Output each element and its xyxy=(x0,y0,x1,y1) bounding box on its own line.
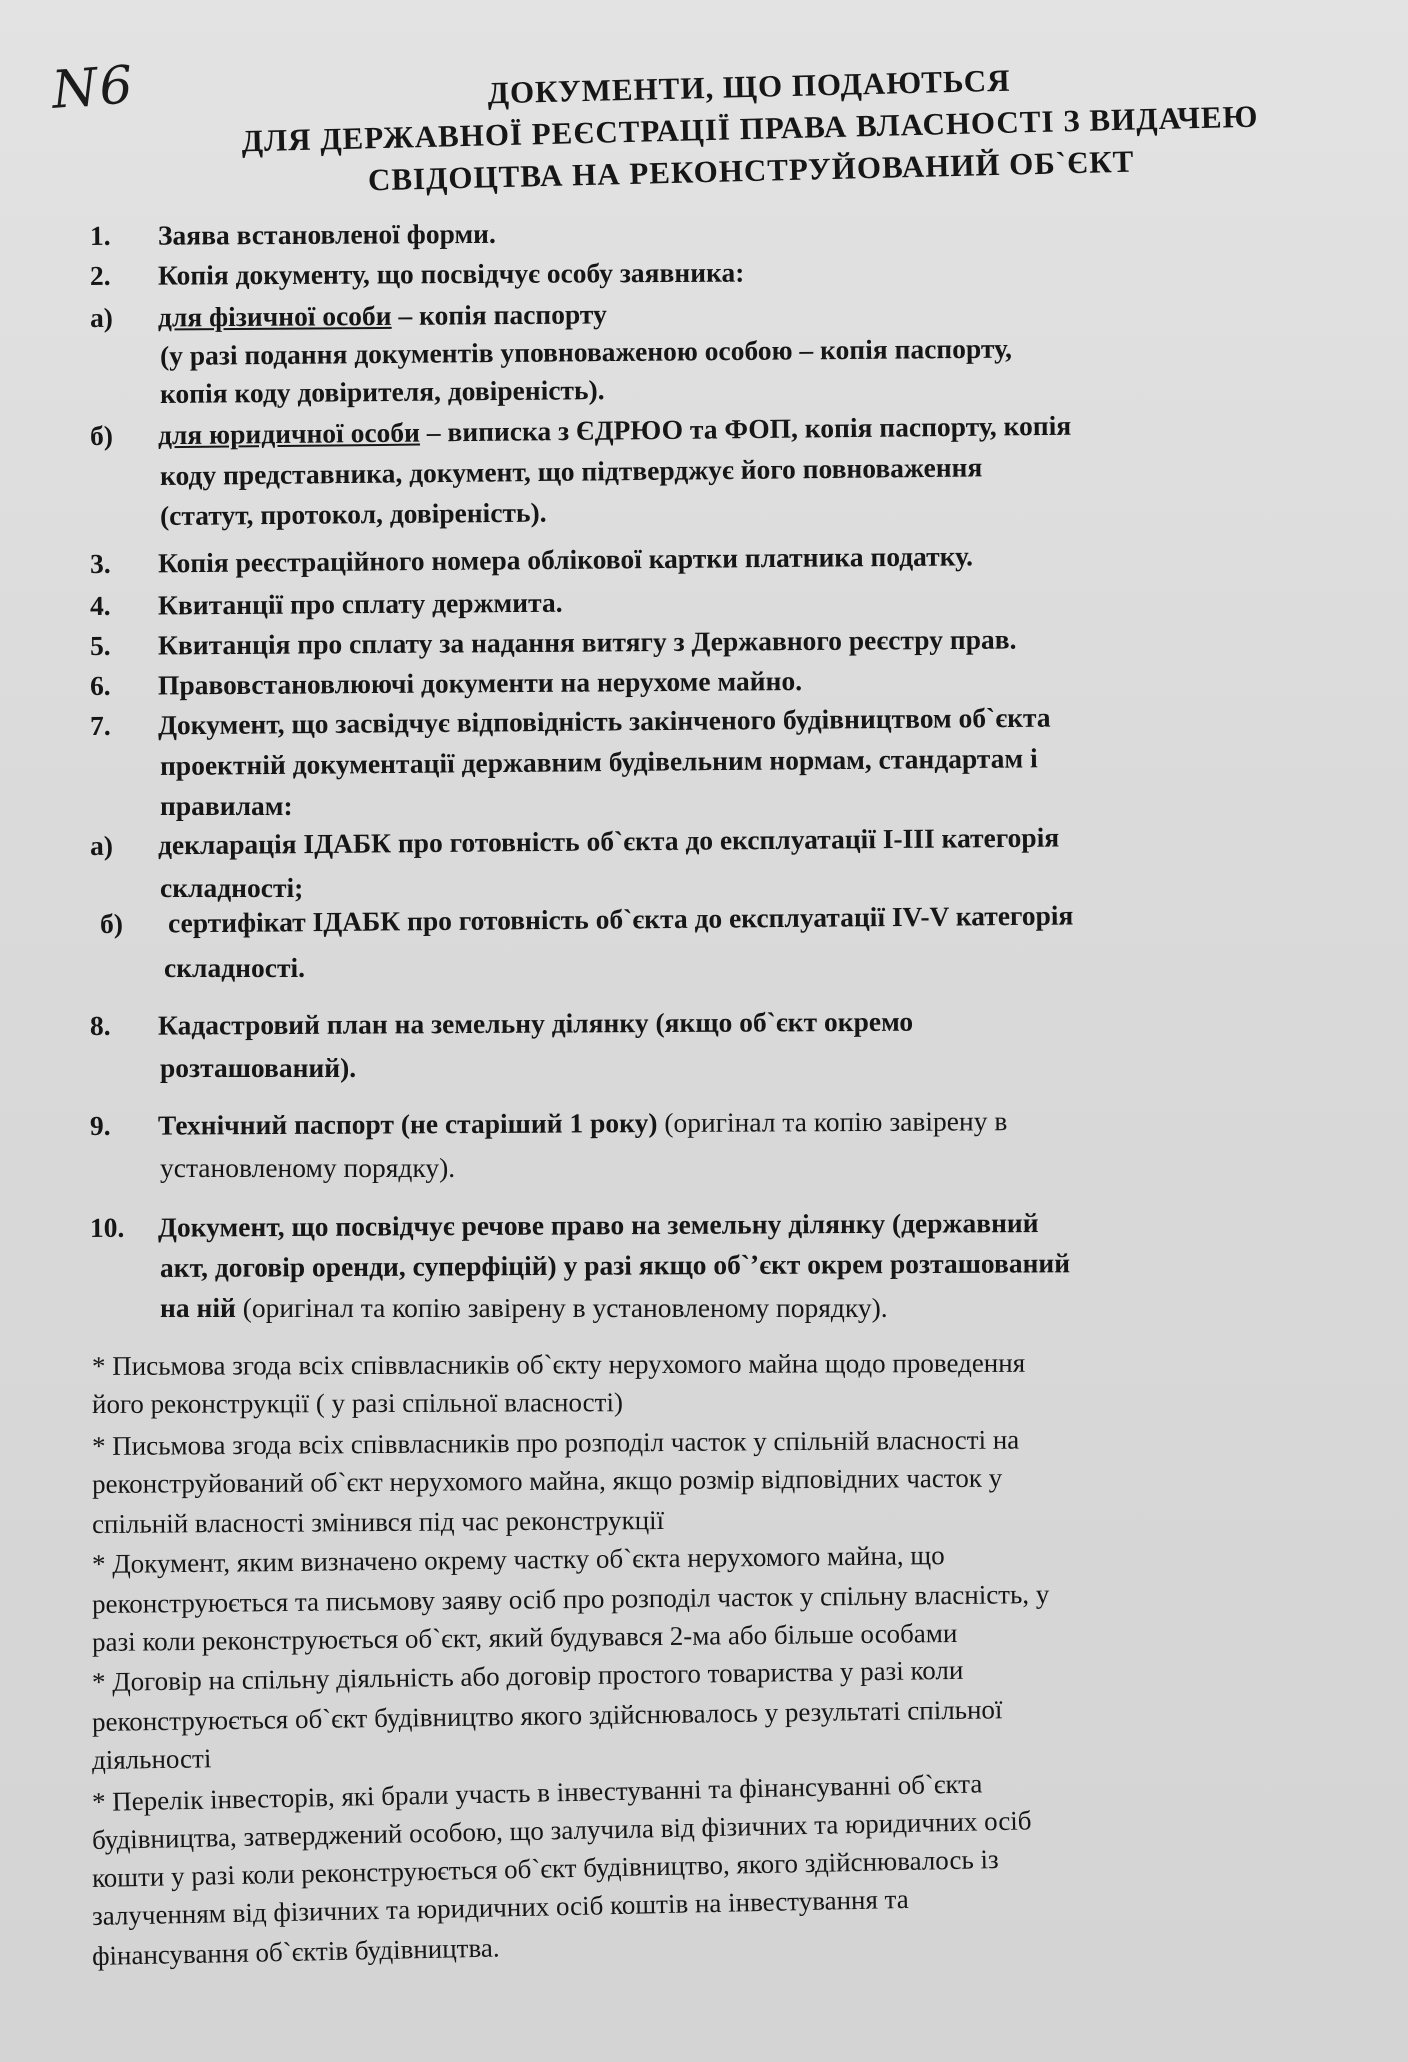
item-number: б) xyxy=(99,907,124,939)
item-bold-text: Технічний паспорт (не старіший 1 року) xyxy=(157,1107,658,1141)
note-4-line-1: * Договір на спільну діяльність або договір простого товариства у разі коли xyxy=(91,1654,964,1697)
list-item-3 xyxy=(90,538,973,582)
note-3-line-2: реконструюється та письмову заяву осіб про розподіл часток у спільну власність, у xyxy=(91,1578,1050,1619)
item-text: (оригінал та копію завірену в установленому порядку). xyxy=(235,1292,888,1323)
list-item-2b-line-2: коду представника, документ, що підтверджує його повноваження xyxy=(159,451,983,491)
note-5-line-1: * Перелік інвесторів, які брали участь в інвестуванні та фінансуванні об`єкта xyxy=(91,1768,983,1817)
note-3-line-1: * Документ, яким визначено окрему частку об`єкта нерухомого майна, що xyxy=(91,1540,945,1579)
item-text: Квитанція про сплату за надання витягу з Державного реєстру прав. xyxy=(157,623,1017,661)
item-text: сертифікат ІДАБК про готовність об`єкта до експлуатації IV-V категорія xyxy=(167,899,1074,939)
note-5-line-3: кошти у разі коли реконструюється об`єкт будівництво, якого здійснювалось із xyxy=(91,1844,999,1893)
item-number: 4. xyxy=(89,589,111,621)
item-number: 5. xyxy=(89,629,111,661)
list-item-8-line-2: розташований). xyxy=(160,1052,357,1083)
item-text: Документ, що посвідчує речове право на земельну ділянку (державний xyxy=(157,1207,1039,1243)
item-number: 1. xyxy=(89,219,111,251)
note-2-line-3: спільній власності змінився під час реконструкції xyxy=(91,1505,665,1539)
note-5-line-5: фінансування об`єктів будівництва. xyxy=(91,1932,500,1971)
item-text: Копія реєстраційного номера облікової картки платника податку. xyxy=(157,540,974,579)
item-number: 8. xyxy=(89,1009,111,1041)
list-item-9-line-2: установленому порядку). xyxy=(160,1152,456,1183)
note-5-line-4: залученням від фізичних та юридичних осіб коштів на інвестування та xyxy=(91,1883,910,1931)
list-item-7-line-2: проектній документації державним будівельним нормам, стандартам і xyxy=(159,742,1038,781)
item-text: Документ, що засвідчує відповідність закінченого будівництвом об`єкта xyxy=(157,701,1051,741)
item-number: а) xyxy=(89,301,114,333)
list-item-2 xyxy=(90,255,745,294)
list-item-7-line-3: правилам: xyxy=(160,790,293,821)
list-item-6 xyxy=(90,663,802,704)
item-bold-text: на ній xyxy=(160,1292,236,1323)
item-text: Заява встановленої форми. xyxy=(157,217,496,251)
note-1-line-2: його реконструкції ( у разі спільної власності) xyxy=(91,1387,623,1419)
note-5-line-2: будівництва, затверджений особою, що залучила від фізичних та юридичних осіб xyxy=(91,1805,1032,1855)
item-number: 3. xyxy=(89,547,111,579)
item-text: (оригінал та копію завірену в xyxy=(657,1105,1008,1139)
item-number: 9. xyxy=(89,1109,111,1141)
list-item-8 xyxy=(90,1004,913,1044)
list-item-7a-line-2: складності; xyxy=(160,872,304,903)
list-item-7a xyxy=(90,820,1059,864)
item-number: 10. xyxy=(89,1211,125,1243)
title-line-1: ДОКУМЕНТИ, ЩО ПОДАЮТЬСЯ xyxy=(487,62,1011,111)
note-2-line-2: реконструйований об`єкт нерухомого майна, якщо розмір відповідних часток у xyxy=(91,1462,1003,1499)
list-item-7 xyxy=(90,700,1051,744)
list-item-10 xyxy=(90,1205,1039,1246)
note-3-line-3: разі коли реконструюється об`єкт, який будувався 2-ма або більше особами xyxy=(91,1617,958,1657)
list-item-5 xyxy=(90,622,1017,664)
list-item-7b xyxy=(100,898,1074,942)
list-item-2b xyxy=(90,408,1071,454)
item-text: – виписка з ЄДРЮО та ФОП, копія паспорту, копія xyxy=(419,409,1072,448)
list-item-7b-line-2: складності. xyxy=(164,952,305,983)
list-item-1 xyxy=(90,216,496,254)
list-item-9 xyxy=(90,1103,1007,1144)
item-number: б) xyxy=(89,419,114,451)
item-text: Квитанції про сплату держмита. xyxy=(157,586,563,621)
item-text: Кадастровий план на земельну ділянку (якщо об`єкт окремо xyxy=(157,1005,914,1041)
note-1-line-1: * Письмова згода всіх співвласників об`єкту нерухомого майна щодо проведення xyxy=(91,1347,1026,1381)
item-number: 6. xyxy=(89,669,111,701)
item-number: 7. xyxy=(89,709,111,741)
list-item-2a xyxy=(90,296,607,336)
list-item-2a-line-3: копія коду довірителя, довіреність). xyxy=(159,374,605,409)
list-item-2b-line-3: (статут, протокол, довіреність). xyxy=(159,496,547,531)
item-text: декларація ІДАБК про готовність об`єкта до експлуатації І-ІІІ категорія xyxy=(157,821,1060,861)
item-label-individual: для фізичної особи xyxy=(157,299,392,333)
list-item-2a-line-2: (у разі подання документів уповноваженою особою – копія паспорту, xyxy=(159,332,1013,371)
document-title xyxy=(149,51,1352,206)
list-item-10-line-3 xyxy=(160,1290,888,1326)
note-2-line-1: * Письмова згода всіх співвласників про розподіл часток у спільній власності на xyxy=(91,1424,1020,1461)
item-text: – копія паспорту xyxy=(391,298,607,331)
item-number: 2. xyxy=(89,259,111,291)
title-line-3: СВІДОЦТВА НА РЕКОНСТРУЙОВАНИЙ ОБ`ЄКТ xyxy=(367,143,1135,198)
title-line-2: ДЛЯ ДЕРЖАВНОЇ РЕЄСТРАЦІЇ ПРАВА ВЛАСНОСТІ З ВИДАЧЕЮ xyxy=(241,98,1259,159)
item-text: Правовстановлюючі документи на нерухоме майно. xyxy=(157,665,803,701)
item-label-legal-entity: для юридичної особи xyxy=(157,416,421,451)
list-item-10-line-2: акт, договір оренди, суперфіцій) у разі якщо об`’єкт окрем розташований xyxy=(159,1247,1071,1283)
item-number: а) xyxy=(89,829,114,861)
item-text: Копія документу, що посвідчує особу заявника: xyxy=(157,256,745,291)
note-4-line-3: діяльності xyxy=(91,1743,212,1775)
note-4-line-2: реконструюється об`єкт будівництво якого здійснювалось у результаті спільної xyxy=(91,1694,1003,1737)
handwritten-page-number: N6 xyxy=(50,55,137,121)
list-item-4 xyxy=(90,585,563,624)
